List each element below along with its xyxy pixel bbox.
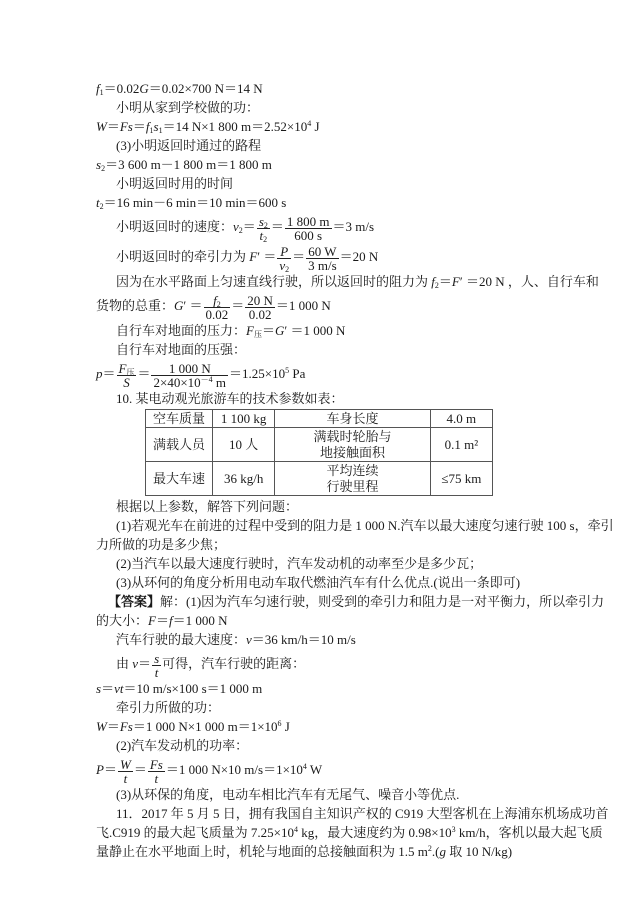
text-line [96, 842, 548, 861]
text-run: ＝ [438, 274, 452, 289]
cell-text: 车身长度 [326, 410, 379, 426]
subscript: 2 [99, 202, 104, 211]
fraction [117, 362, 137, 389]
math-variable: P [280, 243, 289, 259]
fraction-numerator [148, 758, 165, 772]
formula-line [96, 212, 548, 242]
text-run: ＝10 m/s×100 s＝1 000 m [123, 681, 263, 696]
cell-text: 平均连续 [326, 462, 379, 478]
math-variable: s [96, 681, 102, 696]
subscript: 2 [263, 234, 268, 244]
text-run: 取 10 N/kg) [445, 844, 513, 859]
superscript: 3 [451, 825, 456, 834]
text-run: ＝ [270, 219, 284, 234]
text-run: ′ ＝20 N ，人、自行车和 [459, 274, 599, 289]
text-line [96, 592, 605, 611]
text-run: ＝20 N [339, 249, 379, 264]
text-line [96, 717, 548, 736]
math-variable: s [153, 119, 159, 134]
fraction [257, 215, 270, 242]
math-variable: S [123, 374, 130, 390]
fraction-numerator [118, 758, 133, 772]
math-variable: F [249, 249, 258, 264]
text-line [96, 497, 548, 516]
text-run: 量静止在水平地面上时，机轮与地面的总接触面积为 1.5 m [96, 844, 428, 859]
formula-line [96, 359, 548, 389]
text-run: ＝ [132, 119, 146, 134]
superscript: 5 [285, 366, 290, 375]
fraction-denominator [285, 229, 332, 242]
text-run: ＝1 000 N [275, 298, 331, 313]
text-line [96, 535, 548, 554]
text-run: 2×40×10 [153, 374, 201, 390]
text-run: J [281, 719, 290, 734]
math-variable: G [174, 298, 184, 313]
text-run: ＝ [106, 719, 120, 734]
text-line [96, 516, 614, 535]
fraction-denominator [257, 229, 270, 242]
fraction-denominator [151, 376, 228, 389]
text-run: 由 [116, 656, 133, 671]
math-variable: F [451, 274, 460, 289]
fraction-numerator [151, 362, 228, 376]
text-run: 因为在水平路面上匀速直线行驶，所以返回时的阻力为 [116, 274, 432, 289]
subscript: 压 [253, 330, 262, 339]
text-run: ＝0.02 [103, 81, 140, 96]
text-line [96, 136, 548, 155]
table-cell [213, 410, 275, 428]
subscript: 2 [101, 164, 106, 173]
formula-line [96, 755, 548, 785]
fraction [152, 652, 161, 679]
text-run: 的大小： [96, 613, 149, 628]
table-cell [430, 410, 492, 428]
text-run: ＝3 600 m－1 800 m＝1 800 m [105, 157, 272, 172]
text-run: ＝36 km/h＝10 m/s [251, 632, 356, 647]
text-run: (3)从环何的角度分析用电动车取代燃油汽车有什么优点.(说出一条即可) [116, 575, 521, 590]
math-variable: s [258, 213, 264, 229]
problem-10-and-11 [96, 497, 614, 861]
text-line [96, 79, 548, 98]
text-run: ＝ [231, 298, 245, 313]
fraction-numerator [117, 362, 137, 376]
text-run: ＝16 min－6 min＝10 min＝600 s [103, 195, 287, 210]
superscript: 4 [302, 762, 307, 771]
fraction-denominator [245, 308, 275, 321]
fraction-denominator [152, 666, 161, 679]
text-run: ＝3 m/s [332, 219, 375, 234]
text-run: ＝ [102, 366, 116, 381]
fraction-denominator [204, 308, 231, 321]
text-line [96, 193, 548, 212]
subscript: 2 [238, 226, 243, 235]
math-variable: v [246, 632, 252, 647]
fraction-numerator [285, 215, 332, 229]
text-run: ＝ [155, 613, 169, 628]
subscript: 2 [216, 299, 221, 309]
fraction-denominator [277, 259, 291, 272]
table-cell [213, 462, 275, 496]
fraction [118, 758, 133, 785]
text-run: ′ ＝1 000 N [284, 323, 346, 338]
text-run: 汽车行驶的最大速度： [116, 632, 247, 647]
text-run: 飞.C919 的最大起飞质量为 7.25×10 [96, 825, 295, 840]
text-run: 11．2017 年 5 月 5 日，拥有我国自主知识产权的 C919 大型客机在上海浦东机场成功首 [116, 806, 609, 821]
math-variable: t [123, 770, 128, 786]
math-variable: f [431, 274, 435, 289]
table-cell [146, 462, 213, 496]
text-run: ＝ [103, 762, 117, 777]
math-variable: W [96, 719, 107, 734]
formula-line [96, 242, 548, 272]
math-variable: f [213, 292, 217, 308]
text-line [96, 823, 603, 842]
text-line [96, 321, 548, 340]
fraction-denominator [148, 772, 165, 785]
text-run: ＝ [137, 366, 151, 381]
math-variable: p [96, 366, 103, 381]
text-line [96, 611, 548, 630]
cell-text: ≤75 km [441, 470, 482, 486]
text-line [96, 736, 548, 755]
math-variable: F [246, 323, 254, 338]
text-run: 3 m/s [308, 257, 337, 273]
cell-text: 满载时轮胎与 [313, 428, 392, 444]
math-variable: Fs [119, 119, 133, 134]
superscript: －4 [200, 374, 213, 384]
text-run: ＝ [242, 219, 256, 234]
text-line [96, 340, 548, 359]
table-cell [275, 410, 430, 428]
cell-text: 10 人 [229, 436, 259, 452]
text-run: 1 800 m [286, 213, 330, 229]
math-variable: F [118, 360, 127, 376]
cell-text: 1 100 kg [220, 410, 267, 426]
text-run: ＝1 000 N×1 000 m＝1×10 [132, 719, 278, 734]
formula-line [96, 649, 548, 679]
superscript: 4 [307, 119, 312, 128]
subscript: 1 [149, 126, 154, 135]
text-line [96, 272, 599, 291]
math-variable: v [279, 257, 286, 273]
fraction-numerator [257, 215, 270, 229]
text-run: 小明返回时的速度： [116, 219, 234, 234]
text-run: ＝ [133, 762, 147, 777]
text-run: ＝1 000 N [172, 613, 228, 628]
fraction [306, 245, 339, 272]
table-cell [275, 462, 430, 496]
math-variable: t [96, 195, 100, 210]
text-run: W [306, 762, 323, 777]
subscript: 2 [434, 281, 439, 290]
cell-text: 4.0 m [446, 410, 477, 426]
fraction-numerator [245, 294, 275, 308]
text-run: J [311, 119, 320, 134]
subscript: 压 [126, 367, 135, 377]
text-run: ′ ＝ [257, 249, 277, 264]
text-run: 10. 某电动观光旅游车的技术参数如表： [116, 391, 344, 406]
superscript: 6 [277, 719, 282, 728]
text-run: (2)汽车发动机的功率： [116, 738, 249, 753]
text-line [96, 679, 548, 698]
math-variable: G [274, 323, 285, 338]
text-run: ＝ [292, 249, 306, 264]
tech-spec-table [145, 409, 493, 496]
cell-text: 36 kg/h [223, 470, 264, 486]
table-row [146, 410, 493, 428]
fraction-numerator [152, 652, 161, 666]
fraction-numerator [306, 245, 339, 259]
math-variable: v [132, 656, 139, 671]
cell-text: 地接触面积 [320, 444, 386, 460]
subscript: 2 [285, 264, 290, 274]
text-run: 小明从家到学校做的功： [116, 100, 260, 115]
fraction [204, 294, 231, 321]
superscript: 4 [294, 825, 299, 834]
math-variable: t [154, 664, 159, 680]
math-variable: s [154, 650, 160, 666]
text-run: km/h，客机以最大起飞质 [455, 825, 603, 840]
subscript: 1 [158, 126, 163, 135]
text-run: ＝1.25×10 [229, 366, 286, 381]
math-variable: f [96, 81, 100, 96]
math-variable: f [145, 119, 150, 134]
fraction-denominator [118, 772, 133, 785]
text-run: 0.02 [248, 306, 272, 322]
math-variable: P [96, 762, 104, 777]
text-run: (1)若观光车在前进的过程中受到的阻力是 1 000 N.汽车以最大速度匀速行驶 100 s，牵引 [116, 518, 614, 533]
superscript: 2 [427, 844, 432, 853]
math-variable: Fs [119, 719, 133, 734]
text-run: .( [431, 844, 440, 859]
math-variable: t [259, 227, 264, 243]
fraction [151, 362, 228, 389]
text-run: 1 000 N [168, 360, 211, 376]
text-run: 600 s [294, 227, 323, 243]
table-cell [430, 462, 492, 496]
math-variable: Fs [149, 756, 163, 772]
text-run: ＝14 N×1 800 m＝2.52×10 [162, 119, 308, 134]
cell-text: 最大车速 [153, 470, 206, 486]
fraction-denominator [117, 376, 137, 389]
text-run: ＝1 000 N×10 m/s＝1×10 [165, 762, 303, 777]
text-run: 可得，汽车行驶的距离： [162, 656, 306, 671]
text-run: 自行车对地面的压力： [116, 323, 247, 338]
math-variable: F [148, 613, 156, 628]
text-run: m [212, 374, 227, 390]
text-line [96, 174, 548, 193]
text-line [96, 630, 548, 649]
table-cell [146, 428, 213, 462]
text-run: ＝ [101, 681, 115, 696]
text-line [96, 554, 548, 573]
fraction-numerator [277, 245, 291, 259]
text-run: kg，最大速度约为 0.98×10 [298, 825, 452, 840]
text-run: 根据以上参数，解答下列问题： [116, 499, 299, 514]
text-run: ＝0.02×700 N＝14 N [148, 81, 263, 96]
text-run: ′ ＝ [183, 298, 203, 313]
text-line [96, 573, 548, 592]
math-variable: t [154, 770, 159, 786]
text-run: ＝ [106, 119, 120, 134]
text-line [96, 804, 609, 823]
fraction-denominator [306, 259, 339, 272]
cell-text: 0.1 m² [444, 436, 479, 452]
table-row [146, 428, 493, 462]
fraction [277, 245, 291, 272]
cell-text: 满载人员 [153, 436, 206, 452]
fraction-numerator [204, 294, 231, 308]
math-variable: f [168, 613, 173, 628]
math-variable: W [119, 756, 131, 772]
text-run: 60 W [308, 243, 337, 259]
text-run: (2)当汽车以最大速度行驶时，汽车发动机的动率至少是多少瓦； [116, 556, 483, 571]
fraction [245, 294, 275, 321]
text-run: 解：(1)因为汽车匀速行驶，则受到的牵引力和阻力是一对平衡力，所以牵引力 [160, 594, 605, 609]
math-variable: vt [114, 681, 124, 696]
math-variable: g [439, 844, 446, 859]
table-cell [213, 428, 275, 462]
text-run: ＝ [138, 656, 152, 671]
math-variable: s [96, 157, 102, 172]
text-run: 牵引力所做的功： [116, 700, 221, 715]
text-run: (3)从环保的角度，电动车相比汽车有无尾气、噪音小等优点. [116, 787, 460, 802]
subscript: 2 [263, 220, 268, 230]
table-row [146, 462, 493, 496]
text-run: ＝ [261, 323, 275, 338]
math-variable: G [139, 81, 149, 96]
cell-text: 空车质量 [153, 410, 206, 426]
text-run: (3)小明返回时通过的路程 [116, 138, 262, 153]
table-cell [275, 428, 430, 462]
text-line [96, 155, 548, 174]
subscript: 1 [99, 88, 104, 97]
text-line [96, 785, 548, 804]
document-page [96, 79, 614, 861]
fraction [148, 758, 165, 785]
text-run: 0.02 [205, 306, 229, 322]
math-variable: W [96, 119, 107, 134]
text-run: 力所做的功是多少焦； [96, 537, 227, 552]
table-cell [146, 410, 213, 428]
text-run: 20 N [247, 292, 273, 308]
text-run: 小明返回时用的时间 [116, 176, 234, 191]
text-line [96, 389, 548, 408]
fraction [285, 215, 332, 242]
math-variable: v [233, 219, 239, 234]
text-run: 自行车对地面的压强： [116, 342, 247, 357]
text-run: Pa [289, 366, 306, 381]
cell-text: 行驶里程 [326, 478, 379, 494]
text-line [96, 98, 548, 117]
answer-label: 【答案】 [108, 594, 161, 609]
text-run: 货物的总重： [96, 298, 175, 313]
text-line [96, 698, 548, 717]
solution-part-9 [96, 79, 599, 408]
table-cell [430, 428, 492, 462]
text-line [96, 117, 548, 136]
formula-line [96, 291, 548, 321]
text-run: 小明返回时的牵引力为 [116, 249, 250, 264]
